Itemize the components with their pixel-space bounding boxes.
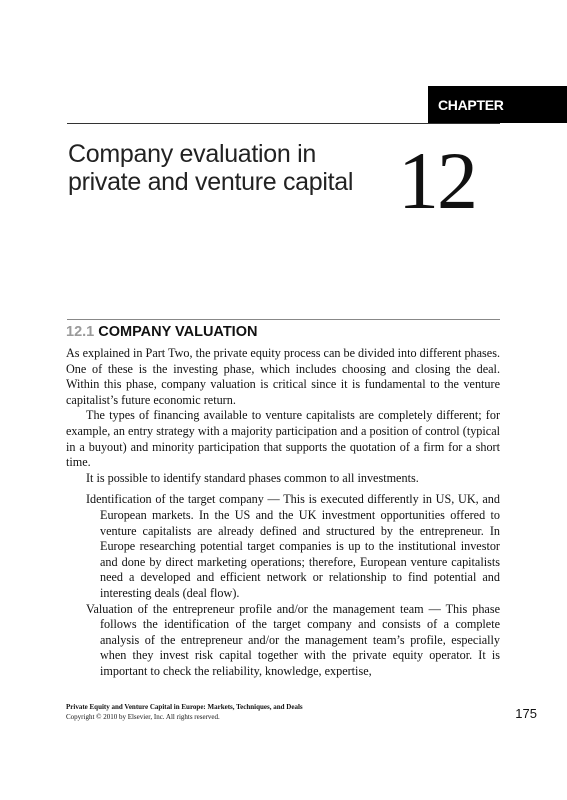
top-rule bbox=[67, 123, 500, 124]
section-rule bbox=[67, 319, 500, 320]
chapter-number: 12 bbox=[398, 135, 476, 226]
page-footer bbox=[66, 702, 303, 722]
chapter-title bbox=[68, 140, 388, 196]
chapter-tab-label: CHAPTER bbox=[438, 97, 504, 113]
footer-book-title: Private Equity and Venture Capital in Europe: Markets, Techniques, and Deals bbox=[66, 703, 303, 711]
chapter-title-line1: Company evaluation in bbox=[68, 140, 317, 168]
paragraph: The types of financing available to venture capitalists are completely different; for example, an entry strategy with a majority participation and a position of control (typical in a buyout) and minority participation that supports the quotation of a firm for a short time. bbox=[66, 408, 500, 470]
section-heading bbox=[66, 324, 257, 340]
paragraph: As explained in Part Two, the private equity process can be divided into different phases. One of these is the investing phase, which includes choosing and closing the deal. Within this phase, company valuation is critical since it is fundamental to the venture capitalist’s future economic return. bbox=[66, 346, 500, 407]
paragraph: It is possible to identify standard phases common to all investments. bbox=[86, 470, 419, 485]
list-item: Identification of the target company — This is executed differently in US, UK, and European markets. In the US and the UK investment opportunities offered to venture capitalists are already defined and structured by the entrepreneur. In Europe researching potential target companies is up to the institutional investor and done by direct marketing operations; therefore, European venture capitalists need a developed and efficient network or relationship to find potential and interesting deals (deal flow). bbox=[86, 492, 500, 600]
body-text bbox=[66, 346, 500, 679]
section-title: COMPANY VALUATION bbox=[98, 324, 258, 340]
footer-copyright: Copyright © 2010 by Elsevier, Inc. All rights reserved. bbox=[66, 713, 220, 721]
section-number: 12.1 bbox=[66, 324, 95, 340]
chapter-title-line2: private and venture capital bbox=[68, 168, 354, 196]
chapter-tab bbox=[428, 86, 567, 123]
list-item: Valuation of the entrepreneur profile and/or the management team — This phase follows the identification of the target company and consists of a complete analysis of the entrepreneur and/or the management team’s profile, especially when they invest risk capital together with the private equity operator. It is important to check the reliability, knowledge, expertise, bbox=[86, 601, 500, 678]
page-number: 175 bbox=[515, 706, 537, 721]
